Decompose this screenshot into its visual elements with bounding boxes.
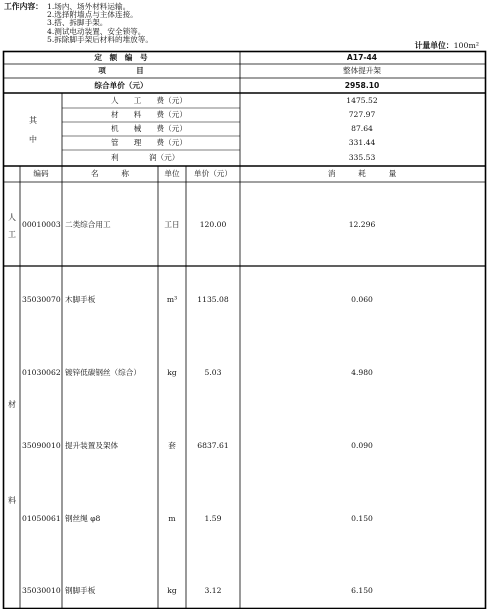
row-unit: 工日 xyxy=(164,220,180,229)
row-price: 5.03 xyxy=(204,368,222,377)
section-label-labor: 人 xyxy=(8,213,16,222)
cost-label: 利 润（元） xyxy=(111,153,180,162)
row-name: 提升装置及架体 xyxy=(65,441,119,450)
row-unit: m xyxy=(168,514,176,523)
row-code: 01050061 xyxy=(22,514,61,523)
cost-group-label: 其 xyxy=(29,116,37,125)
quota-no-label: 定 额 编 号 xyxy=(94,53,148,62)
row-qty: 4.980 xyxy=(351,368,373,377)
measure-unit-label: 计量单位： xyxy=(414,41,454,50)
work-item: 1.场内、场外材料运输。 xyxy=(47,2,131,11)
row-name: 钢脚手板 xyxy=(65,586,96,595)
item-label: 项 目 xyxy=(98,66,144,75)
row-qty: 0.060 xyxy=(351,295,373,304)
row-name: 木脚手板 xyxy=(65,295,96,304)
cost-label: 管 理 费（元） xyxy=(111,138,187,147)
price-label: 综合单价（元） xyxy=(94,81,148,90)
col-unit: 单位 xyxy=(164,169,180,178)
row-code: 01030062 xyxy=(22,368,61,377)
row-unit: kg xyxy=(167,368,177,377)
row-code: 00010003 xyxy=(22,220,61,229)
cost-label: 机 械 费（元） xyxy=(111,124,187,133)
row-name: 钢丝绳 φ8 xyxy=(65,514,101,523)
col-consumption: 消 耗 量 xyxy=(327,169,397,178)
price-value: 2958.10 xyxy=(344,81,380,90)
col-name: 名 称 xyxy=(91,169,129,178)
row-name: 镀锌低碳钢丝（综合） xyxy=(65,368,141,377)
cost-value: 727.97 xyxy=(348,110,376,119)
col-price: 单价（元） xyxy=(194,169,232,178)
row-price: 3.12 xyxy=(204,586,222,595)
work-item: 2.选择附墙点与主体连接。 xyxy=(47,10,138,20)
row-price: 120.00 xyxy=(199,220,227,229)
measure-unit-value: 100m² xyxy=(453,41,479,50)
row-qty: 0.150 xyxy=(351,514,373,523)
cost-value: 1475.52 xyxy=(346,96,378,105)
row-price: 1.59 xyxy=(204,514,222,523)
row-code: 35090010 xyxy=(22,441,61,450)
row-qty: 0.090 xyxy=(351,441,373,450)
row-qty: 6.150 xyxy=(351,586,373,595)
row-code: 35030010 xyxy=(22,586,61,595)
row-name: 二类综合用工 xyxy=(65,220,111,229)
cost-value: 87.64 xyxy=(351,124,373,133)
col-code: 编码 xyxy=(33,169,49,178)
section-label-labor: 工 xyxy=(8,230,16,239)
cost-label: 材 料 费（元） xyxy=(111,110,187,119)
item-name: 整体提升架 xyxy=(343,66,381,75)
row-unit: 套 xyxy=(168,441,176,450)
quota-no: A17-44 xyxy=(346,53,378,62)
row-price: 6837.61 xyxy=(197,441,229,450)
row-unit: m³ xyxy=(166,295,178,304)
work-content-label: 工作内容： xyxy=(4,2,43,11)
row-qty: 12.296 xyxy=(348,220,376,229)
work-item: 3.搭、拆脚手架。 xyxy=(47,18,108,28)
cost-label: 人 工 费（元） xyxy=(111,96,187,105)
cost-value: 331.44 xyxy=(348,138,376,147)
work-item: 5.拆除脚手架后材料的堆放等。 xyxy=(47,34,153,44)
row-code: 35030070 xyxy=(22,295,61,304)
row-unit: kg xyxy=(167,586,177,595)
work-item: 4.测试电动装置、安全锁等。 xyxy=(47,26,146,36)
cost-value: 335.53 xyxy=(348,153,376,162)
section-label-material: 材 xyxy=(8,400,16,409)
section-label-material: 料 xyxy=(8,496,16,505)
row-price: 1135.08 xyxy=(197,295,229,304)
cost-group-label: 中 xyxy=(29,135,37,144)
